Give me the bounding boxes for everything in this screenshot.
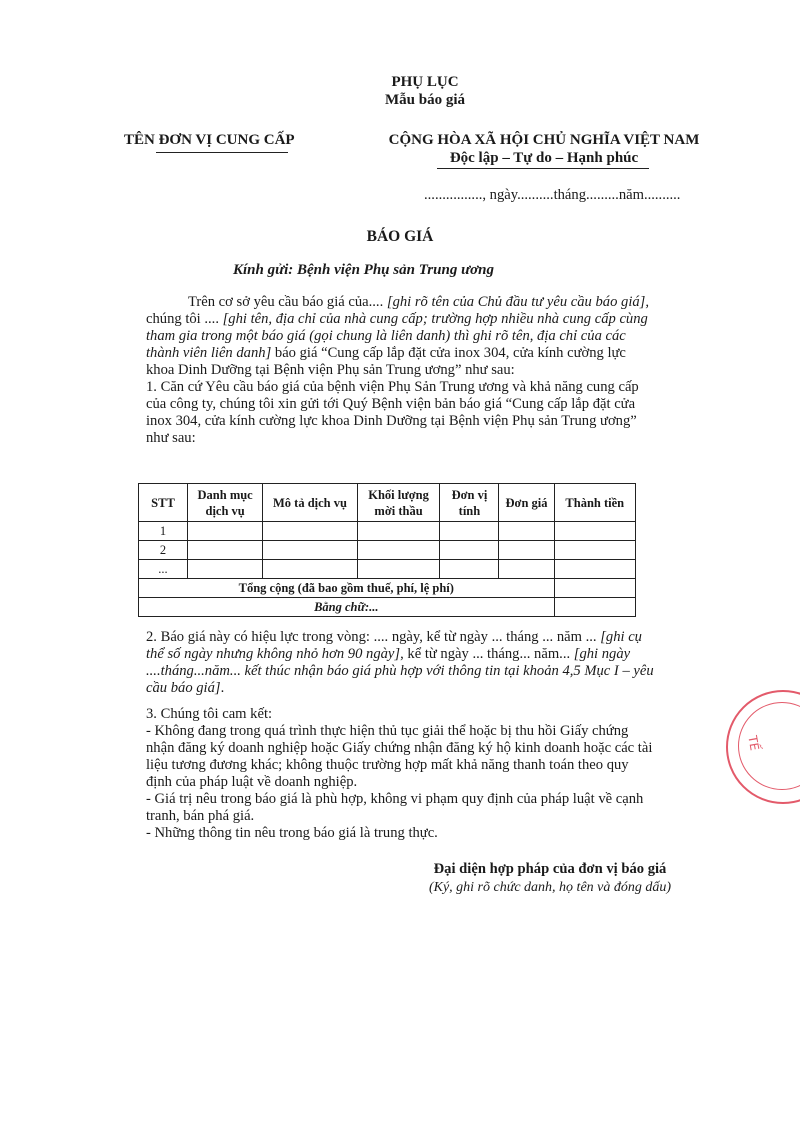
intro-note: [ghi tên, địa chỉ của nhà cung cấp; trường hợp nhiều nhà cung cấp cùng	[222, 311, 648, 327]
intro-paragraph	[146, 294, 726, 379]
intro-text: Trên cơ sở yêu cầu báo giá của....	[188, 294, 387, 310]
section-2-note: [ghi ngày	[573, 646, 631, 662]
national-motto: Độc lập – Tự do – Hạnh phúc	[449, 150, 639, 166]
col-header-unit-price: Đơn giá	[499, 484, 554, 522]
col-header-unit: Đơn vị tính	[440, 484, 499, 522]
intro-note: thành viên liên danh]	[146, 345, 272, 361]
commitment-text: - Những thông tin nêu trong báo giá là trung thực.	[146, 825, 438, 841]
table-header-row	[139, 484, 636, 522]
col-header-quantity: Khối lượng mời thầu	[357, 484, 440, 522]
table-words-row	[139, 598, 636, 617]
signature-note: (Ký, ghi rõ chức danh, họ tên và đóng dấu)	[428, 880, 672, 895]
commitment-text: - Không đang trong quá trình thực hiện thủ tục giải thể hoặc bị thu hồi Giấy chứng	[146, 723, 629, 739]
table-row	[139, 560, 636, 579]
col-header-service-category: Danh mục dịch vụ	[187, 484, 262, 522]
appendix-heading: PHỤ LỤC	[391, 74, 459, 90]
commitment-text: liệu tương đương khác; không thuộc trường hợp mất khả năng thanh toán theo quy	[146, 757, 629, 773]
table-total-row	[139, 579, 636, 598]
intro-text: khoa Dinh Dưỡng tại Bệnh viện Phụ sản Trung ương” như sau:	[146, 362, 515, 378]
section-1-text: của công ty, chúng tôi xin gửi tới Quý Bệnh viện bản báo giá “Cung cấp lắp đặt cửa	[146, 396, 636, 412]
signature-title: Đại diện hợp pháp của đơn vị báo giá	[433, 861, 667, 877]
table-row	[139, 541, 636, 560]
section-1	[146, 379, 726, 447]
section-2-text: , kể từ ngày ... tháng... năm...	[400, 646, 574, 662]
section-2-note: thể số ngày nhưng không nhỏ hơn 90 ngày]	[146, 646, 401, 662]
section-2-note: [ghi cụ	[600, 629, 642, 645]
motto-underline	[437, 168, 649, 169]
commitment-text: định của pháp luật về doanh nghiệp.	[146, 774, 358, 790]
commitment-text: tranh, bán phá giá.	[146, 808, 255, 824]
appendix-subtitle: Mẫu báo giá	[384, 92, 465, 108]
row-number: 1	[139, 522, 188, 541]
quotation-table	[138, 483, 636, 617]
supplier-header-underline	[156, 152, 288, 153]
section-1-text: như sau:	[146, 430, 196, 446]
intro-note: [ghi rõ tên của Chủ đầu tư yêu cầu báo giá],	[386, 294, 650, 310]
col-header-stt: STT	[139, 484, 188, 522]
amount-in-words-label: Bằng chữ:...	[139, 598, 555, 617]
table-row	[139, 522, 636, 541]
intro-text: chúng tôi ....	[146, 311, 223, 327]
total-label: Tổng cộng (đã bao gồm thuế, phí, lệ phí)	[139, 579, 555, 598]
intro-note: tham gia trong một báo giá (gọi chung là liên danh) thì ghi rõ tên, địa chỉ của các	[146, 328, 626, 344]
national-title: CỘNG HÒA XÃ HỘI CHỦ NGHĨA VIỆT NAM	[388, 132, 700, 148]
row-number: 2	[139, 541, 188, 560]
section-2: 2. Báo giá này có hiệu lực trong vòng: .... ngày, kể từ ngày ... tháng ... năm ... [ghi cụ thể số ngày nhưng không nhỏ hơn 90 ngày], kể từ ngày ... tháng... năm... [ghi ngày ....tháng...năm... kết thúc nhận báo giá phù hợp với thông tin tại khoản 4,5 Mục I – yêu cầu báo giá].	[146, 629, 726, 697]
col-header-amount: Thành tiền	[554, 484, 635, 522]
row-number: ...	[139, 560, 188, 579]
section-1-text: 1. Căn cứ Yêu cầu báo giá của bệnh viện Phụ Sản Trung ương và khả năng cung cấp	[146, 379, 639, 395]
section-2-note: ....tháng...năm... kết thúc nhận báo giá phù hợp với thông tin tại khoản 4,5 Mục I – yêu	[146, 663, 654, 679]
supplier-name-header: TÊN ĐƠN VỊ CUNG CẤP	[124, 132, 295, 148]
date-line: ................, ngày..........tháng.........năm..........	[424, 187, 681, 203]
commitment-text: - Giá trị nêu trong báo giá là phù hợp, không vi phạm quy định của pháp luật về cạnh	[146, 791, 644, 807]
intro-text: báo giá “Cung cấp lắp đặt cửa inox 304, cửa kính cường lực	[271, 345, 626, 361]
section-1-text: inox 304, cửa kính cường lực khoa Dinh Dưỡng tại Bệnh viện Phụ sản Trung ương”	[146, 413, 637, 429]
quote-title: BÁO GIÁ	[366, 228, 434, 245]
section-2-note: cầu báo giá]	[146, 680, 221, 696]
col-header-description: Mô tả dịch vụ	[263, 484, 357, 522]
commitment-text: nhận đăng ký doanh nghiệp hoặc Giấy chứng nhận đăng ký hộ kinh doanh hoặc các tài	[146, 740, 653, 756]
section-3	[146, 706, 726, 842]
section-3-title: 3. Chúng tôi cam kết:	[146, 706, 273, 722]
recipient-line: Kính gửi: Bệnh viện Phụ sản Trung ương	[233, 262, 494, 278]
section-2-text: 2. Báo giá này có hiệu lực trong vòng: .... ngày, kể từ ngày ... tháng ... năm ...	[146, 629, 601, 645]
red-stamp: TẾ	[726, 690, 800, 804]
